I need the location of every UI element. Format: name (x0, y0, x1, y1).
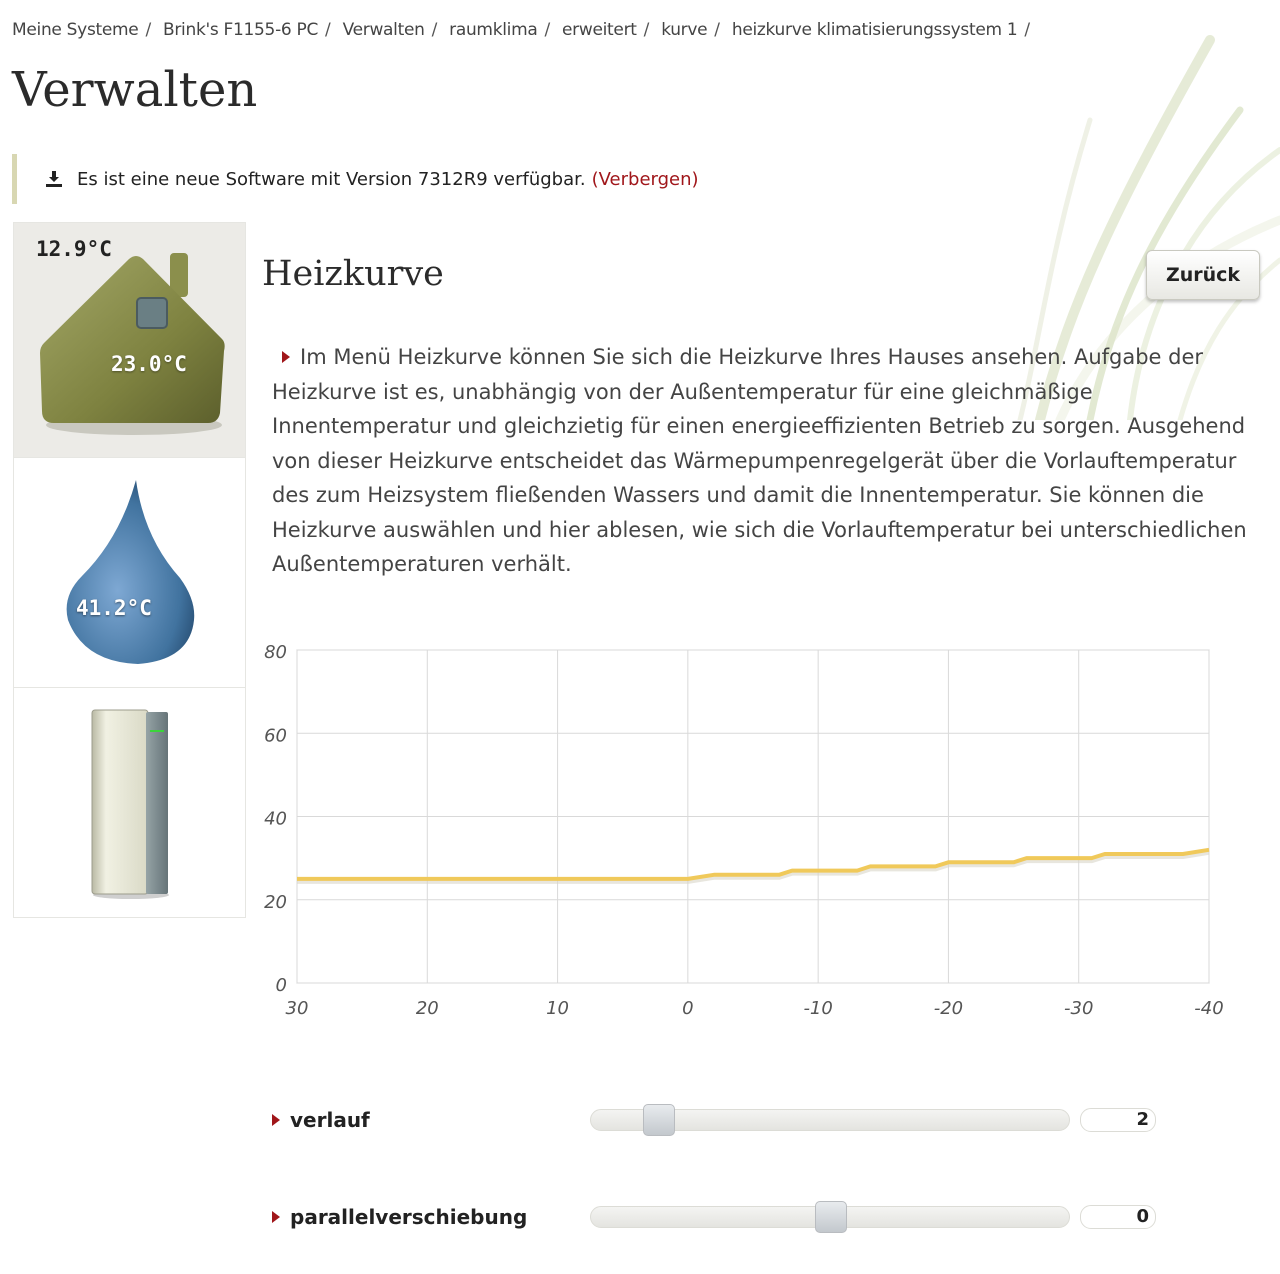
breadcrumb-separator: / (325, 20, 331, 40)
breadcrumb-item-meine-systeme[interactable]: Meine Systeme (12, 20, 139, 40)
breadcrumb (12, 20, 1037, 40)
back-button[interactable]: Zurück (1146, 250, 1260, 300)
breadcrumb-separator: / (544, 20, 550, 40)
house-icon (34, 243, 234, 453)
breadcrumb-item-raumklima[interactable]: raumklima (449, 20, 538, 40)
breadcrumb-separator: / (714, 20, 720, 40)
breadcrumb-item-erweitert[interactable]: erweitert (562, 20, 637, 40)
x-tick-label: 0 (682, 998, 694, 1019)
y-tick-label: 20 (264, 891, 287, 913)
software-update-notice (12, 154, 699, 204)
notice-text: Es ist eine neue Software mit Version 7312R9 verfügbar. (77, 168, 586, 190)
breadcrumb-separator: / (145, 20, 151, 40)
slider-label-verlauf (262, 1108, 370, 1132)
heat-pump-icon (90, 708, 172, 900)
slider-label-text: parallelverschiebung (290, 1205, 528, 1229)
water-drop-icon (62, 478, 202, 673)
heating-curve-chart (262, 640, 1242, 1020)
hide-notice-link[interactable]: (Verbergen) (591, 168, 699, 190)
breadcrumb-separator: / (643, 20, 650, 40)
chart-grid (297, 650, 1209, 983)
slider-label-parallelverschiebung (262, 1205, 527, 1229)
heat-pump-tile[interactable] (13, 688, 246, 918)
x-tick-label: -10 (803, 998, 833, 1019)
water-tile[interactable] (13, 458, 246, 688)
water-temperature: 41.2°C (76, 596, 152, 620)
house-tile[interactable] (13, 222, 246, 458)
parallelverschiebung-value[interactable]: 0 (1080, 1205, 1156, 1229)
bullet-arrow-icon (282, 351, 290, 363)
bullet-arrow-icon (272, 1211, 280, 1223)
breadcrumb-item-system[interactable]: Brink's F1155-6 PC (163, 20, 319, 40)
x-tick-label: -30 (1064, 998, 1094, 1019)
breadcrumb-item-heizkurve[interactable]: heizkurve klimatisierungssystem 1 (731, 20, 1018, 40)
slider-label-text: verlauf (290, 1108, 370, 1132)
x-tick-label: 20 (415, 998, 439, 1019)
breadcrumb-item-kurve[interactable]: kurve (661, 20, 708, 40)
parallelverschiebung-slider[interactable] (590, 1206, 1070, 1228)
x-tick-label: 10 (546, 998, 570, 1019)
breadcrumb-item-verwalten[interactable]: Verwalten (342, 20, 425, 40)
y-tick-label: 40 (264, 808, 287, 830)
verlauf-value[interactable]: 2 (1080, 1108, 1156, 1132)
x-tick-label: 30 (285, 998, 309, 1019)
parallelverschiebung-slider-handle[interactable] (815, 1201, 847, 1233)
download-icon (45, 170, 63, 188)
x-tick-label: -40 (1194, 998, 1224, 1019)
x-tick-label: -20 (933, 998, 964, 1019)
y-tick-label: 0 (275, 975, 287, 996)
system-status-panel (13, 222, 246, 918)
outdoor-temperature: 12.9°C (36, 237, 112, 261)
breadcrumb-separator: / (431, 20, 438, 40)
description-text: Im Menü Heizkurve können Sie sich die Heizkurve Ihres Hauses ansehen. Aufgabe der Heizkurve ist es, unabhängig von der Außentemperatur für eine gleichmäßige Innentemperatur und gleichzietig für einen energieeffizienten Betrieb zu sorgen. Ausgehend von dieser Heizkurve entscheidet das Wärmepumpenregelgerät über die Vorlauftemperatur des zum Heizsystem fließenden Wassers und damit die Innentemperatur. Sie können die Heizkurve auswählen und hier ablesen, wie sich die Vorlauftemperatur bei unterschiedlichen Außentemperaturen verhält. (272, 345, 1247, 576)
bullet-arrow-icon (272, 1114, 280, 1126)
page-title: Verwalten (12, 62, 258, 118)
section-title: Heizkurve (262, 254, 444, 294)
y-tick-label: 80 (264, 642, 287, 663)
indoor-temperature: 23.0°C (111, 352, 187, 376)
verlauf-slider-handle[interactable] (643, 1104, 675, 1136)
description (272, 340, 1252, 582)
breadcrumb-separator: / (1024, 20, 1030, 40)
verlauf-slider[interactable] (590, 1109, 1070, 1131)
y-tick-label: 60 (264, 725, 287, 747)
